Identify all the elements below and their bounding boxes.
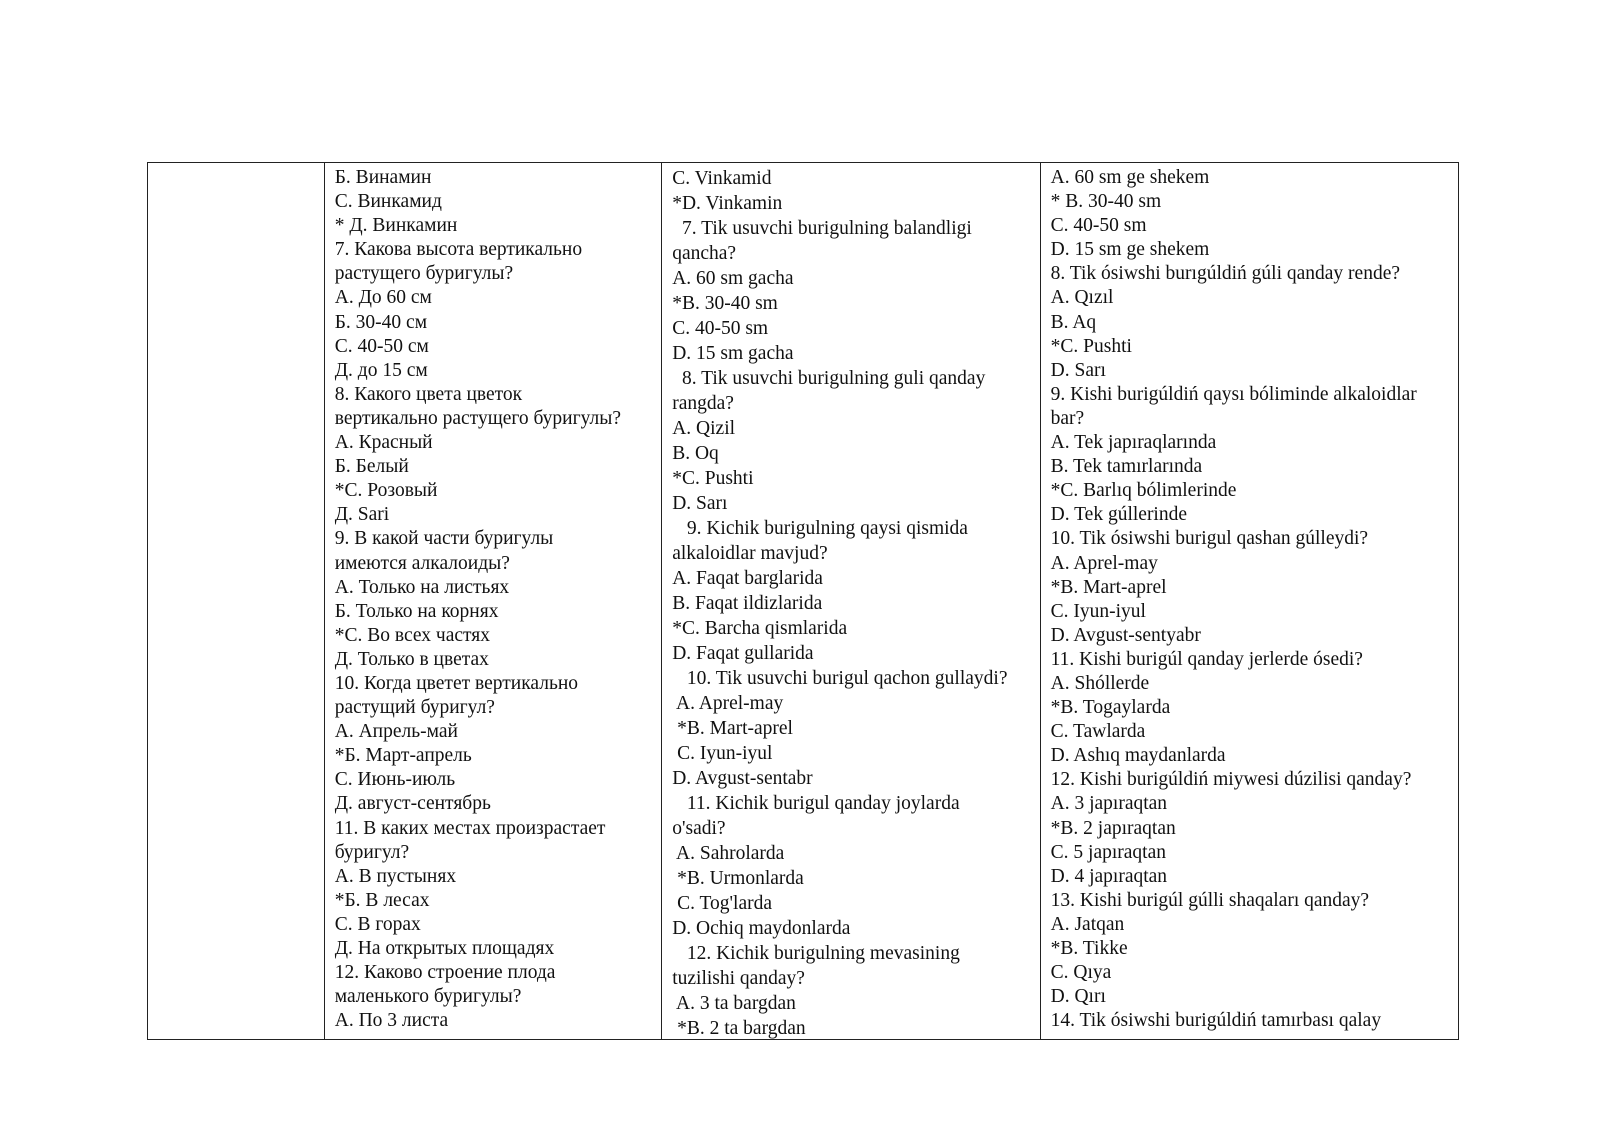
text-line: *C. Pushti [1050,335,1132,357]
text-line: tuzilishi qanday? [672,968,805,989]
text-line: *D. Vinkamin [672,193,783,214]
text-line: D. Avgust-sentabr [672,768,813,789]
text-line: C. Vinkamid [672,168,772,189]
text-line: Д. до 15 см [334,359,428,381]
text-line: D. Sarı [1050,359,1106,381]
text-line: A. Qizil [672,418,736,439]
text-line: С. 40-50 см [334,335,429,357]
text-line: С. Винкамид [334,191,442,213]
text-line: A. Tek japıraqlarında [1050,432,1217,454]
text-line: Д. На открытых площадях [334,938,555,959]
text-line: 13. Kishi burigúl gúlli shaqaları qanday? [1050,889,1370,911]
text-line: 10. Когда цветет вертикально [334,672,579,694]
text-line: *C. Barcha qismlarida [672,618,848,639]
text-line: C. Qıya [1050,962,1112,984]
text-line: rangda? [672,393,734,414]
text-line: * Д. Винкамин [334,215,458,237]
text-line: bar? [1050,407,1085,429]
text-line: D. Avgust-sentyabr [1050,624,1201,646]
text-line: буригул? [334,841,410,863]
text-line: Б. 30-40 см [334,311,428,333]
text-line: A. Faqat barglarida [672,568,823,589]
text-line: *C. Barlıq bólimlerinde [1050,480,1237,502]
text-line: вертикально растущего буригулы? [334,407,621,429]
text-line: A. 60 sm gacha [672,268,794,289]
text-line: А. Красный [334,432,433,454]
text-line: 8. Tik usuvchi burigulning guli qanday [672,368,986,389]
text-line: А. Апрель-май [334,721,458,743]
text-line: Б. Только на корнях [334,600,499,622]
text-line: маленького буригулы? [334,986,522,1008]
text-line: *С. Розовый [334,480,438,502]
text-line: 9. В какой части буригулы [334,528,554,550]
text-line: 11. Kichik burigul qanday joylarda [672,793,960,814]
text-line: C. 40-50 sm [1050,215,1147,237]
text-line: alkaloidlar mavjud? [672,543,828,564]
text-line: А. До 60 см [334,287,432,309]
text-line: *B. 30-40 sm [672,293,778,314]
text-line: Д. Sari [334,504,390,526]
text-line: С. В горах [334,913,421,935]
text-line: *С. Во всех частях [334,624,490,646]
text-line: растущий буригул? [334,697,495,719]
text-line: 11. Kishi burigúl qanday jerlerde ósedi? [1050,648,1363,670]
text-line: D. 15 sm gacha [672,343,794,364]
text-line: С. Июнь-июль [334,769,456,791]
text-line: D. Qırı [1050,986,1106,1008]
text-line: 12. Kishi burigúldiń miywesi dúzilisi qanday? [1050,769,1412,791]
text-line: B. Aq [1050,311,1097,333]
text-line: C. Tawlarda [1050,721,1146,743]
text-line: имеются алкалоиды? [334,552,510,574]
cell-russian [324,163,661,1039]
text-line: 9. Kishi burigúldiń qaysı bóliminde alkaloidlar [1050,383,1417,405]
text-line: C. Tog'larda [672,893,773,914]
text-line: A. Shóllerde [1050,672,1150,694]
text-line: *B. 2 japıraqtan [1050,817,1176,839]
text-line: *B. Urmonlarda [672,868,804,889]
text-line: *Б. В лесах [334,889,430,911]
text-line: *B. Mart-aprel [1050,576,1167,598]
text-line: C. Iyun-iyul [672,743,773,764]
text-line: qancha? [672,243,737,264]
text-line: D. 15 sm ge shekem [1050,239,1210,261]
text-line: *Б. Март-апрель [334,745,472,767]
text-line: D. 4 japıraqtan [1050,865,1168,887]
text-line: * B. 30-40 sm [1050,191,1162,213]
text-line: Д. август-сентябрь [334,793,491,815]
text-line: 10. Tik ósiwshi burigul qashan gúlleydi? [1050,528,1369,550]
text-line: *B. Togaylarda [1050,697,1171,719]
text-line: B. Oq [672,443,719,464]
empty-cell [148,163,324,1039]
text-line: растущего буригулы? [334,263,514,285]
text-line: *C. Pushti [672,468,754,489]
text-line: *B. Tikke [1050,938,1128,959]
text-line: 11. В каких местах произрастает [334,817,606,839]
text-line: *B. Mart-aprel [672,718,793,739]
text-line: D. Faqat gullarida [672,643,814,664]
text-line: B. Tek tamırlarında [1050,456,1203,478]
text-line: A. 3 japıraqtan [1050,793,1168,815]
text-line: D. Sarı [672,493,728,514]
text-line: o'sadi? [672,818,726,839]
text-line: A. Sahrolarda [672,843,785,864]
text-line: C. 5 japıraqtan [1050,841,1166,863]
text-line: B. Faqat ildizlarida [672,593,823,614]
text-line: *B. 2 ta bargdan [672,1018,806,1039]
text-line: А. Только на листьях [334,576,510,598]
text-line: 12. Каково строение плода [334,962,556,984]
text-line: A. Qızıl [1050,287,1114,309]
text-line: C. Iyun-iyul [1050,600,1146,622]
text-line: D. Tek gúllerinde [1050,504,1188,526]
question-table [147,162,1459,1040]
text-line: D. Ochiq maydonlarda [672,918,851,939]
cell-uzbek [661,163,1039,1039]
text-line: А. По 3 листа [334,1010,449,1032]
text-line: 8. Tik ósiwshi burıgúldiń gúli qanday rende? [1050,263,1401,285]
text-line: 7. Какова высота вертикально [334,239,583,261]
text-line: D. Ashıq maydanlarda [1050,745,1226,767]
text-line: Д. Только в цветах [334,648,489,670]
text-line: Б. Белый [334,456,409,478]
cell-karakalpak [1040,163,1458,1039]
text-line: 8. Какого цвета цветок [334,383,523,405]
text-line: A. Aprel-may [672,693,784,714]
text-line: A. Aprel-may [1050,552,1158,574]
text-line: A. 60 sm ge shekem [1050,167,1210,188]
text-line: 14. Tik ósiwshi burigúldiń tamırbası qalay [1050,1010,1382,1032]
text-line: 9. Kichik burigulning qaysi qismida [672,518,968,539]
text-line: А. В пустынях [334,865,457,887]
text-line: Б. Винамин [334,167,432,188]
text-line: 12. Kichik burigulning mevasining [672,943,960,964]
text-line: A. Jatqan [1050,913,1125,935]
text-line: A. 3 ta bargdan [672,993,796,1014]
text-line: 7. Tik usuvchi burigulning balandligi [672,218,972,239]
text-line: 10. Tik usuvchi burigul qachon gullaydi? [672,668,1008,689]
text-line: C. 40-50 sm [672,318,769,339]
